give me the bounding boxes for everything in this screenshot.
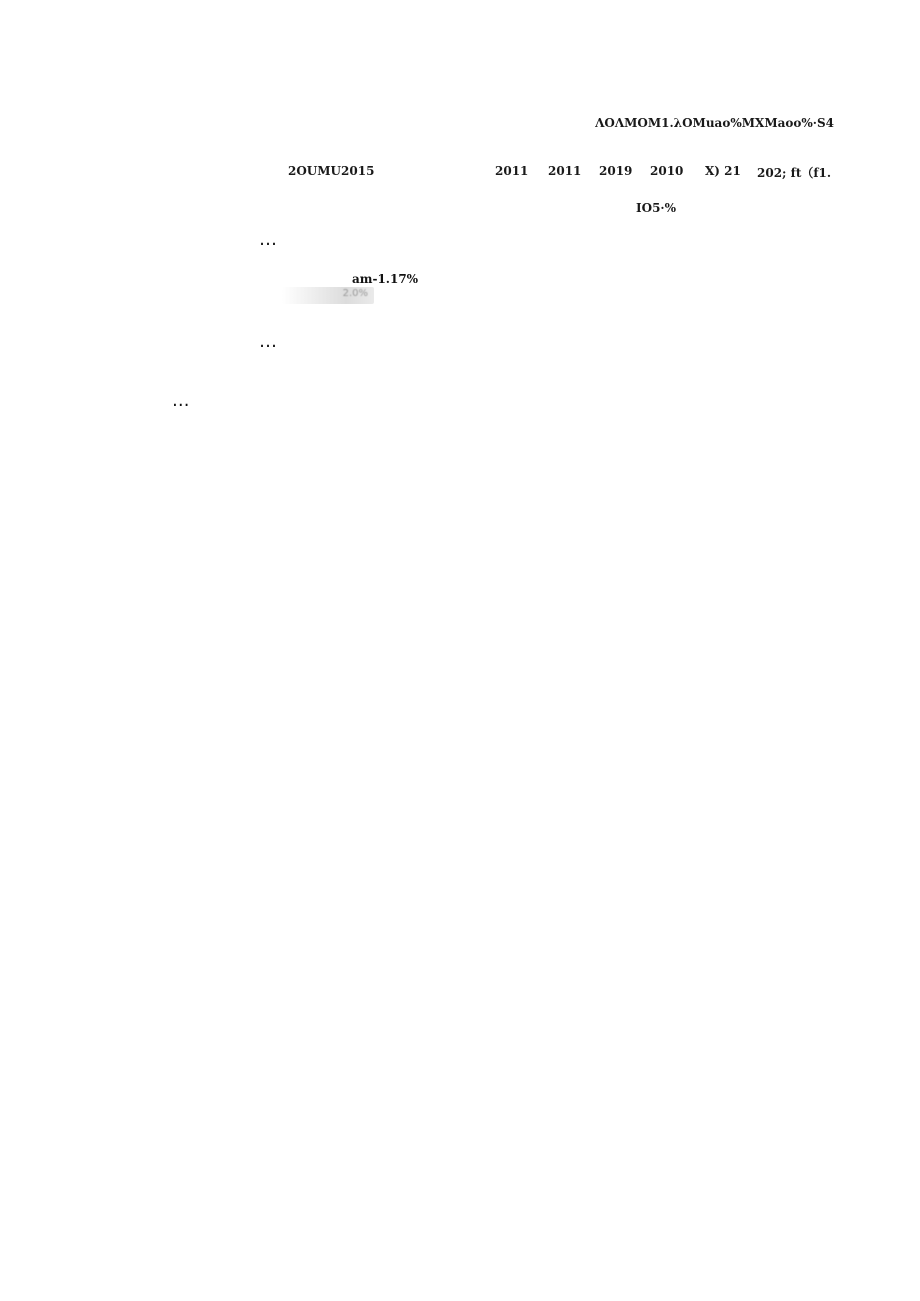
figure-caption-line-2: … xyxy=(259,331,278,352)
figure-residue-cell: 2011 xyxy=(495,164,529,178)
data-label: am-1.17% xyxy=(352,272,419,286)
figure-residue-cell: 2OUMU2015 xyxy=(288,164,375,178)
smudged-label-text: 2.0% xyxy=(342,288,368,299)
figure-residue-cell: X) 21 xyxy=(705,164,741,178)
body-paragraph: … xyxy=(172,391,190,411)
figure-residue-cell: 202; ft（f1. xyxy=(757,166,832,180)
figure-residue-row-1: ΛOΛMOM1.λOMuao%MXMaoo%·S4 xyxy=(595,116,834,130)
figure-residue-cell: 2011 xyxy=(548,164,582,178)
figure-residue-cell: 2019 xyxy=(599,164,633,178)
figure-residue-row-3: IO5·% xyxy=(636,201,676,215)
smudged-label xyxy=(282,287,374,304)
figure-caption-line-1: … xyxy=(259,229,278,250)
figure-residue-cell: 2010 xyxy=(650,164,684,178)
